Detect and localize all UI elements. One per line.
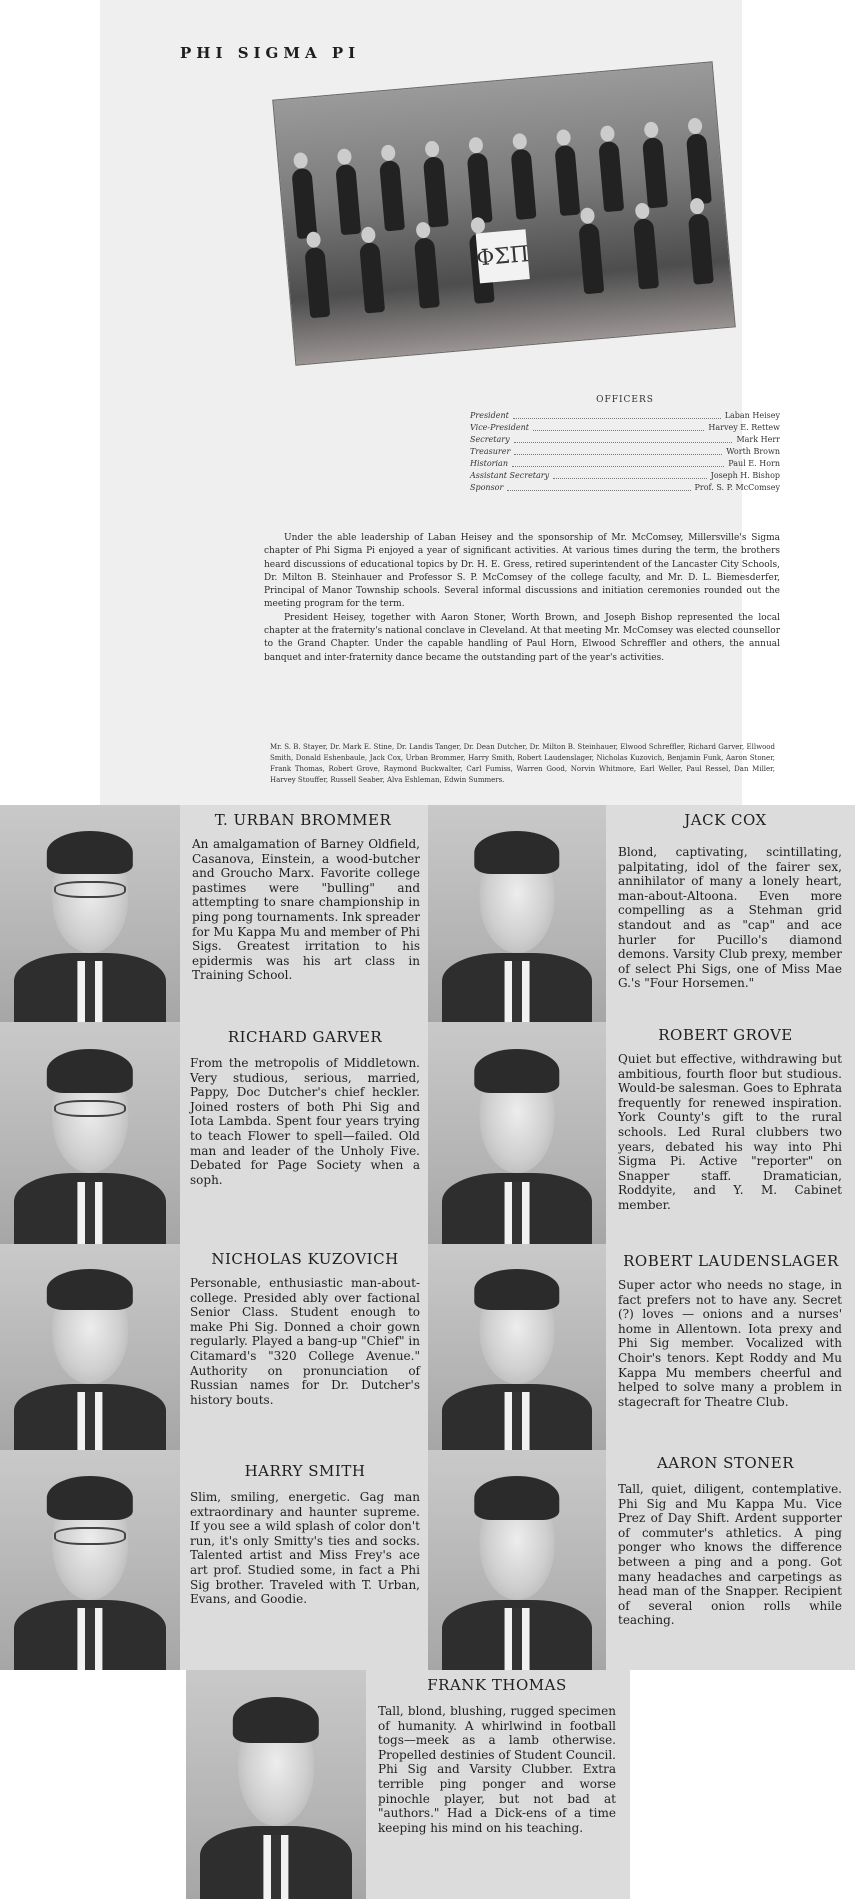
senior-name: ROBERT LAUDENSLAGER: [623, 1252, 839, 1270]
senior-name: T. URBAN BROMMER: [214, 811, 392, 829]
senior-card: [0, 1450, 428, 1670]
officer-role: Sponsor: [470, 482, 504, 492]
senior-card: [428, 1450, 855, 1670]
senior-bio: Tall, blond, blushing, rugged specimen of humanity. A whirlwind in football togs—meek as a lamb otherwise. Propelled destinies of Student Council. Phi Sig and Varsity Clubber. Extra terrible ping ponger and worse pinochle player, but not bad at "authors." Had a Dick-ens of a time keeping his mind on his teaching.: [378, 1704, 616, 1835]
officer-role: Secretary: [470, 434, 510, 444]
officer-name: Laban Heisey: [724, 410, 780, 420]
senior-bio: Tall, quiet, diligent, contemplative. Phi Sig and Mu Kappa Mu. Vice Prez of Day Shift. Ardent supporter of commuter's athletics. A ping ponger who knows the difference between a ping and a pong. Got many headaches and carpetings as head man of the Snapper. Recipient of several onion rolls while teaching.: [618, 1482, 842, 1628]
glasses-icon: [54, 1100, 126, 1118]
senior-portrait: [428, 1022, 606, 1244]
narrative-paragraph: President Heisey, together with Aaron Stoner, Worth Brown, and Joseph Bishop represented the local chapter at the fraternity's national conclave in Cleveland. At that meeting Mr. McComsey was elected counsellor to the Grand Chapter. Under the capable handling of Paul Horn, Elwood Schreffler and others, the annual banquet and inter-fraternity dance became the outstanding part of the year's activities.: [264, 612, 781, 663]
senior-bio: Quiet but effective, withdrawing but ambitious, fourth floor but studious. Would-be salesman. Goes to Ephrata frequently for renewed inspiration. York County's gift to the rural schools. Led Rural clubbers two years, debated his way into Phi Sigma Pi. Active "reporter" on Snapper staff. Dramatician, Roddyite, and Y. M. Cabinet member.: [618, 1052, 842, 1212]
officer-name: Joseph H. Bishop: [710, 470, 780, 480]
group-photo: [272, 61, 736, 366]
senior-card: [428, 1244, 855, 1450]
photo-figure: [554, 145, 580, 216]
officer-role: Treasurer: [470, 446, 511, 456]
senior-name: AARON STONER: [656, 1454, 795, 1472]
photo-figure: [304, 247, 330, 318]
fraternity-page: [100, 0, 781, 805]
senior-bio: Super actor who needs no stage, in fact prefers not to have any. Secret (?) loves — onions and a nurses' home in Allentown. Iota prexy and Phi Sig member. Vocalized with Choir's tenors. Kept Roddy and Mu Kappa Mu members cheerful and helped to solve many a problem in stagecraft for Theatre Club.: [618, 1278, 842, 1409]
photo-figure: [379, 160, 405, 231]
senior-portrait: [186, 1670, 366, 1899]
officer-role: Vice-President: [470, 422, 529, 432]
senior-card: [428, 805, 855, 1022]
officer-row: [470, 469, 780, 481]
senior-card: [0, 805, 428, 1022]
senior-portrait: [0, 1450, 180, 1670]
senior-card: [0, 1022, 428, 1244]
fraternity-banner: ΦΣΠ: [476, 229, 530, 283]
senior-name: RICHARD GARVER: [227, 1028, 383, 1046]
senior-name: NICHOLAS KUZOVICH: [211, 1250, 399, 1268]
photo-figure: [633, 218, 659, 289]
officer-name: Worth Brown: [726, 446, 780, 456]
narrative-paragraph: Under the able leadership of Laban Heisey and the sponsorship of Mr. McComsey, Millersville's Sigma chapter of Phi Sigma Pi enjoyed a year of significant activities. At various times during the term, the brothers heard discussions of educational topics by Dr. H. E. Gress, retired superintendent of the Lancaster City Schools, Dr. Milton B. Steinhauer and Professor S. P. McComsey of the college faculty, and Mr. D. L. Biemesderfer, Principal of Manor Township schools. Several informal discussions and initiation ceremonies rounded out the meeting program for the term.: [264, 533, 780, 610]
photo-figure: [686, 133, 712, 204]
senior-bio: Personable, enthusiastic man-about-college. Presided ably over factional Senior Class. Student enough to make Phi Sig. Donned a choir gown regularly. Played a bang-up "Chief" in Citamard's "320 College Avenue." Authority on pronunciation of Russian names for Dr. Dutcher's history bouts.: [190, 1276, 420, 1407]
officer-row: [470, 409, 780, 421]
photo-figure: [598, 141, 624, 212]
photo-figure: [335, 164, 361, 235]
officers-list: [470, 395, 780, 493]
senior-portrait: [428, 1244, 606, 1450]
photo-figure: [642, 137, 668, 208]
officer-row: [470, 445, 780, 457]
officer-role: Historian: [470, 458, 508, 468]
page-title: PHI SIGMA PI: [180, 44, 361, 62]
senior-portrait: [0, 805, 180, 1022]
senior-bio: Slim, smiling, energetic. Gag man extraordinary and haunter supreme. If you see a wild splash of color don't run, it's only Smitty's ties and socks. Talented artist and Miss Frey's ace art prof. Studied some, in fact a Phi Sig brother. Traveled with T. Urban, Evans, and Goodie.: [190, 1490, 420, 1607]
senior-name: ROBERT GROVE: [658, 1026, 793, 1044]
chapter-narrative: [264, 532, 780, 665]
officer-name: Harvey E. Rettew: [708, 422, 780, 432]
senior-portrait: [428, 805, 606, 1022]
photo-figure: [291, 168, 317, 239]
senior-bio: From the metropolis of Middletown. Very studious, serious, married, Pappy, Doc Dutcher's chief heckler. Joined rosters of both Phi Sig and Iota Lambda. Spent four years trying to teach Flower to spell—failed. Old man and leader of the Unholy Five. Debated for Page Society when a soph.: [190, 1056, 420, 1187]
glasses-icon: [54, 1527, 126, 1545]
senior-portrait: [428, 1450, 606, 1670]
officer-role: President: [470, 410, 509, 420]
photo-figure: [578, 223, 604, 294]
photo-figure: [359, 242, 385, 313]
officer-row: [470, 457, 780, 469]
members-list: Mr. S. B. Stayer, Dr. Mark E. Stine, Dr. Landis Tanger, Dr. Dean Dutcher, Dr. Milton B. Steinhauer, Elwood Schreffler, Richard Garver, Ellwood Smith, Donald Eshenbaule, Jack Cox, Urban Brommer, Harry Smith, Robert Laudenslager, Nicholas Kuzovich, Benjamin Funk, Aaron Stoner, Frank Thomas, Robert Grove, Raymond Buckwalter, Carl Fumiss, Warren Good, Norvin Whitmore, Earl Weller, Paul Ressel, Dan Miller, Harvey Stouffer, Russell Seaber, Alva Eshleman, Edwin Summers.: [270, 743, 775, 784]
senior-name: JACK COX: [684, 811, 767, 829]
photo-figure: [687, 213, 713, 284]
senior-card: [428, 1022, 855, 1244]
senior-card: [0, 1244, 428, 1450]
officer-row: [470, 433, 780, 445]
officer-name: Paul E. Horn: [728, 458, 780, 468]
officer-name: Prof. S. P. McComsey: [694, 482, 780, 492]
officers-heading: OFFICERS: [596, 395, 654, 405]
senior-bio: An amalgamation of Barney Oldfield, Casanova, Einstein, a wood-butcher and Groucho Marx. Favorite college pastimes were "bulling" and attempting to snare championship in ping pong tournaments. Ink spreader for Mu Kappa Mu and member of Phi Sigs. Greatest irritation to his epidermis was his art class in Training School.: [192, 837, 420, 983]
photo-figure: [413, 237, 439, 308]
photo-figure: [467, 152, 493, 223]
glasses-icon: [54, 881, 126, 898]
senior-card: [186, 1670, 630, 1899]
senior-name: FRANK THOMAS: [427, 1676, 567, 1694]
senior-portrait: [0, 1022, 180, 1244]
senior-bio: Blond, captivating, scintillating, palpitating, idol of the fairer sex, annihilator of many a lonely heart, man-about-Altoona. Even more compelling as a Stehman grid standout and as "cap" and ace hurler for Pucillo's diamond demons. Varsity Club prexy, member of select Phi Sigs, one of Miss Mae G.'s "Four Horsemen.": [618, 845, 842, 991]
officer-row: [470, 421, 780, 433]
officer-role: Assistant Secretary: [470, 470, 550, 480]
officer-row: [470, 481, 780, 493]
senior-portrait: [0, 1244, 180, 1450]
officer-name: Mark Herr: [736, 434, 780, 444]
photo-figure: [511, 148, 537, 219]
photo-figure: [423, 156, 449, 227]
senior-name: HARRY SMITH: [244, 1462, 366, 1480]
